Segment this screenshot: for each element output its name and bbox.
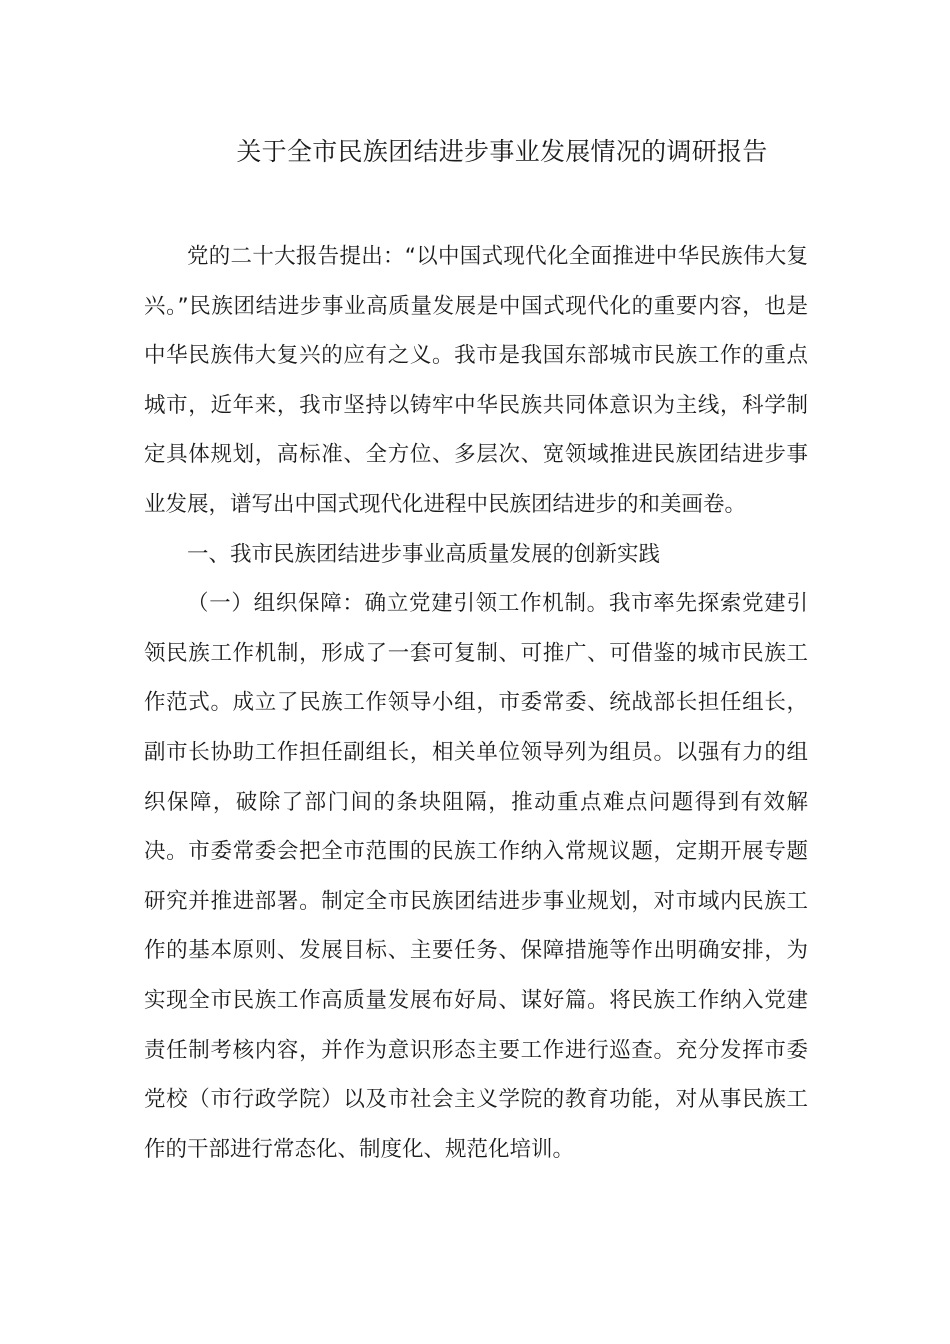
intro-paragraph: 党的二十大报告提出：“以中国式现代化全面推进中华民族伟大复兴。”民族团结进步事业高质量发展是中国式现代化的重要内容，也是中华民族伟大复兴的应有之义。我市是我国东部城市民族工作的重点城市，近年来，我市坚持以铸牢中华民族共同体意识为主线，科学制定具体规划，高标准、全方位、多层次、宽领域推进民族团结进步事业发展，谱写出中国式现代化进程中民族团结进步的和美画卷。 (144, 244, 808, 517)
document-title: 关于全市民族团结进步事业发展情况的调研报告 (236, 137, 768, 166)
subsection-paragraph: （一）组织保障：确立党建引领工作机制。我市率先探索党建引领民族工作机制，形成了一套可复制、可推广、可借鉴的城市民族工作范式。成立了民族工作领导小组，市委常委、统战部长担任组长，副市长协助工作担任副组长，相关单位领导列为组员。以强有力的组织保障，破除了部门间的条块阻隔，推动重点难点问题得到有效解决。市委常委会把全市范围的民族工作纳入常规议题，定期开展专题研究并推进部署。制定全市民族团结进步事业规划，对市域内民族工作的基本原则、发展目标、主要任务、保障措施等作出明确安排，为实现全市民族工作高质量发展布好局、谋好篇。将民族工作纳入党建责任制考核内容，并作为意识形态主要工作进行巡查。充分发挥市委党校（市行政学院）以及市社会主义学院的教育功能，对从事民族工作的干部进行常态化、制度化、规范化培训。 (144, 591, 808, 1162)
document-body (144, 232, 808, 1174)
section-heading: 一、我市民族团结进步事业高质量发展的创新实践 (187, 541, 661, 567)
